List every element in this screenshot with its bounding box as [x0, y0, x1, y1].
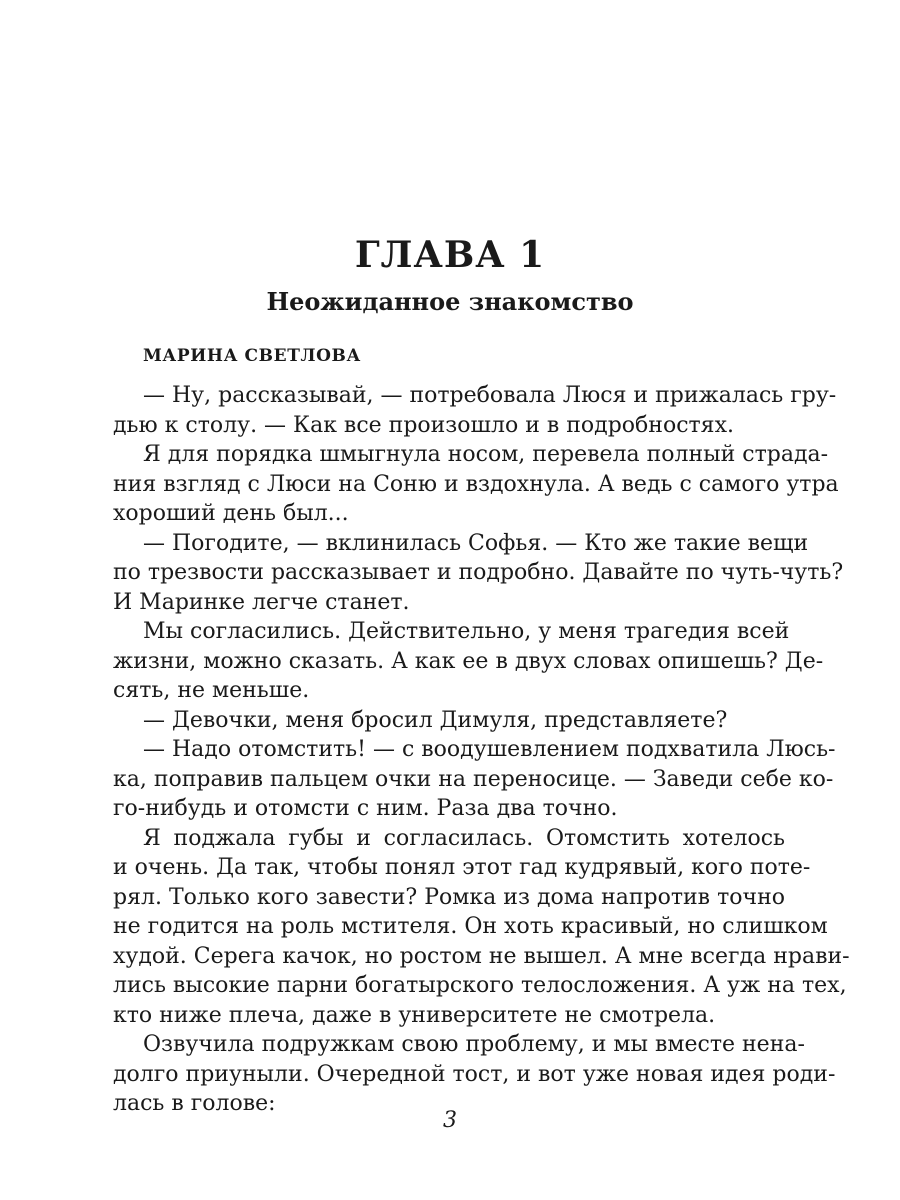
text-line: кто ниже плеча, даже в университете не смотрела. [113, 1002, 716, 1028]
chapter-subtitle: Неожиданное знакомство [266, 287, 634, 316]
text-line: сять, не меньше. [113, 678, 310, 703]
page-number: 3 [443, 1108, 457, 1133]
text-line: не годится на роль мстителя. Он хоть красивый, но слишком [113, 914, 828, 939]
text-line: — Погодите, — вклинилась Софья. — Кто же такие вещи [143, 530, 809, 556]
text-line: — Надо отомстить! — с воодушевлением подхватила Люсь- [143, 737, 836, 762]
text-line: Я поджала губы и согласилась. Отомстить хотелось [143, 825, 785, 851]
body-text [113, 381, 850, 1119]
narrator-heading: МАРИНА СВЕТЛОВА [143, 346, 361, 366]
text-line: ка, поправив пальцем очки на переносице. — Заведи себе ко- [113, 766, 834, 792]
text-line: И Маринке легче станет. [113, 589, 410, 615]
text-line: го-нибудь и отомсти с ним. Раза два точно. [113, 796, 618, 821]
text-line: — Девочки, меня бросил Димуля, представляете? [143, 707, 728, 733]
text-line: лись высокие парни богатырского телосложения. А уж на тех, [113, 973, 847, 998]
text-line: долго приуныли. Очередной тост, и вот уже новая идея роди- [113, 1061, 836, 1087]
text-line: худой. Серега качок, но ростом не вышел. А мне всегда нрави- [113, 943, 850, 969]
text-line: дью к столу. — Как все произошло и в подробностях. [113, 412, 734, 438]
text-line: — Ну, рассказывай, — потребовала Люся и прижалась гру- [143, 383, 837, 408]
text-line: лась в голове: [113, 1091, 276, 1116]
text-line: жизни, можно сказать. А как ее в двух словах опишешь? Де- [113, 648, 824, 674]
text-line: Мы согласились. Действительно, у меня трагедия всей [143, 619, 790, 644]
chapter-title: ГЛАВА 1 [354, 234, 546, 276]
text-line: ния взгляд с Люси на Соню и вздохнула. А ведь с самого утра [113, 471, 839, 497]
text-line: хороший день был... [113, 501, 349, 526]
text-line: рял. Только кого завести? Ромка из дома напротив точно [113, 884, 785, 910]
text-line: Озвучила подружкам свою проблему, и мы вместе нена- [143, 1032, 805, 1057]
text-line: и очень. Да так, чтобы понял этот гад кудрявый, кого поте- [113, 855, 811, 880]
text-line: Я для порядка шмыгнула носом, перевела полный страда- [143, 442, 829, 467]
text-line: по трезвости рассказывает и подробно. Давайте по чуть-чуть? [113, 560, 844, 585]
